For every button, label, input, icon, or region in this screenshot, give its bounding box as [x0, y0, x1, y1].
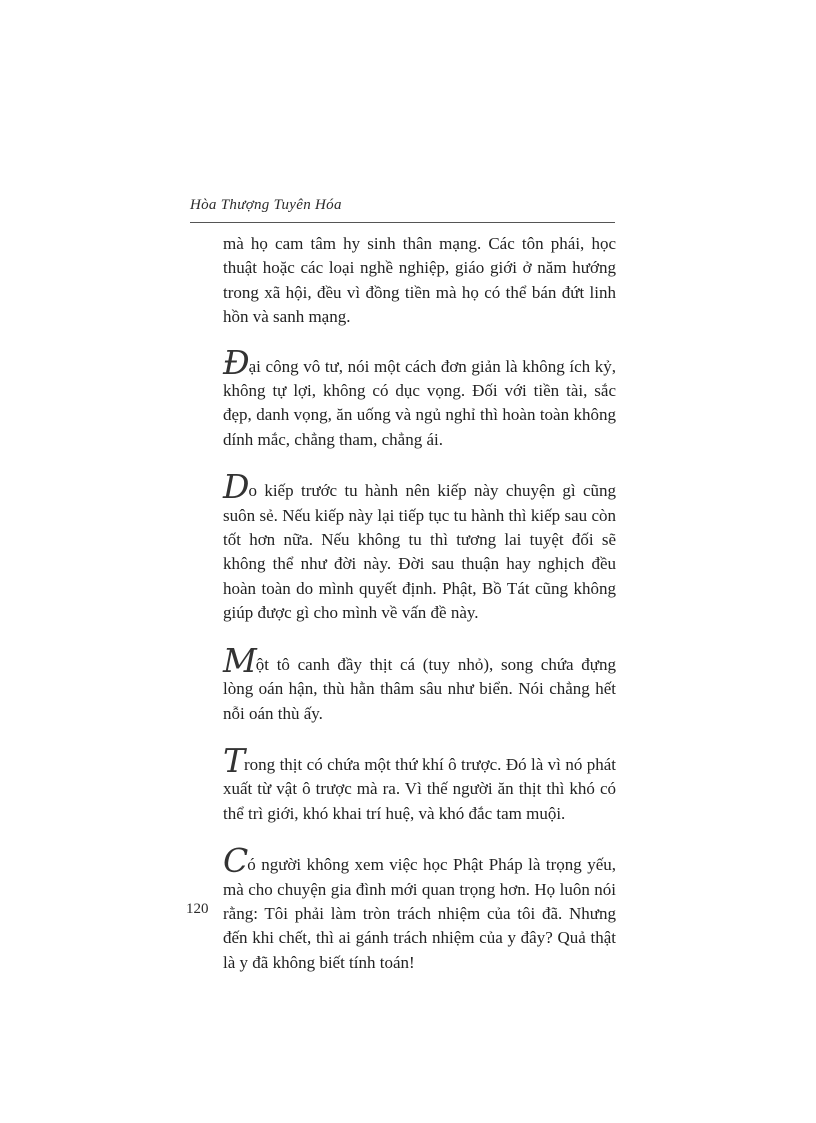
paragraph-4 [223, 640, 616, 726]
paragraph-text: ại công vô tư, nói một cách đơn giản là không ích kỷ, không tự lợi, không có dục vọng. Đối với tiền tài, sắc đẹp, danh vọng, ăn uống và ngủ nghỉ thì hoàn toàn không dính mắc, chẳng tham, chẳng ái. [223, 356, 616, 449]
page-number: 120 [186, 901, 209, 917]
paragraph-2 [223, 342, 616, 453]
paragraph-text: mà họ cam tâm hy sinh thân mạng. Các tôn phái, học thuật hoặc các loại nghề nghiệp, giáo giới ở năm hướng trong xã hội, đều vì đồng tiền mà họ có thể bán đứt linh hồn và sanh mạng. [223, 234, 616, 327]
dropcap-letter: T [223, 740, 245, 780]
running-header: Hòa Thượng Tuyên Hóa [190, 197, 342, 213]
paragraph-1 [223, 232, 616, 330]
paragraph-3 [223, 467, 616, 625]
dropcap-letter: M [223, 640, 256, 680]
paragraph-text: ó người không xem việc học Phật Pháp là trọng yếu, mà cho chuyện gia đình mới quan trọng hơn. Họ luôn nói rằng: Tôi phải làm tròn trách nhiệm của tôi đã. Nhưng đến khi chết, thì ai gánh trách nhiệm của y đây? Quả thật là y đã không biết tính toán! [223, 855, 616, 972]
paragraph-text: ột tô canh đầy thịt cá (tuy nhỏ), song chứa đựng lòng oán hận, thù hằn thâm sâu như biển. Nói chẳng hết nỗi oán thù ấy. [223, 654, 616, 723]
dropcap-letter: D [223, 467, 249, 507]
paragraph-6 [223, 841, 616, 975]
page-body [223, 232, 616, 1000]
dropcap-letter: C [223, 841, 248, 881]
dropcap-letter: Đ [223, 342, 249, 382]
header-rule [190, 222, 615, 223]
paragraph-5 [223, 740, 616, 826]
paragraph-text: rong thịt có chứa một thứ khí ô trược. Đó là vì nó phát xuất từ vật ô trược mà ra. Vì thế người ăn thịt thì khó có thể trì giới, khó khai trí huệ, và khó đắc tam muội. [223, 754, 616, 823]
paragraph-text: o kiếp trước tu hành nên kiếp này chuyện gì cũng suôn sẻ. Nếu kiếp này lại tiếp tục tu hành thì kiếp sau còn tốt hơn nữa. Nếu không tu thì tương lai tuyệt đối sẽ không thể như đời này. Đời sau thuận hay nghịch đều hoàn toàn do mình quyết định. Phật, Bồ Tát cũng không giúp được gì cho mình về vấn đề này. [223, 481, 616, 623]
